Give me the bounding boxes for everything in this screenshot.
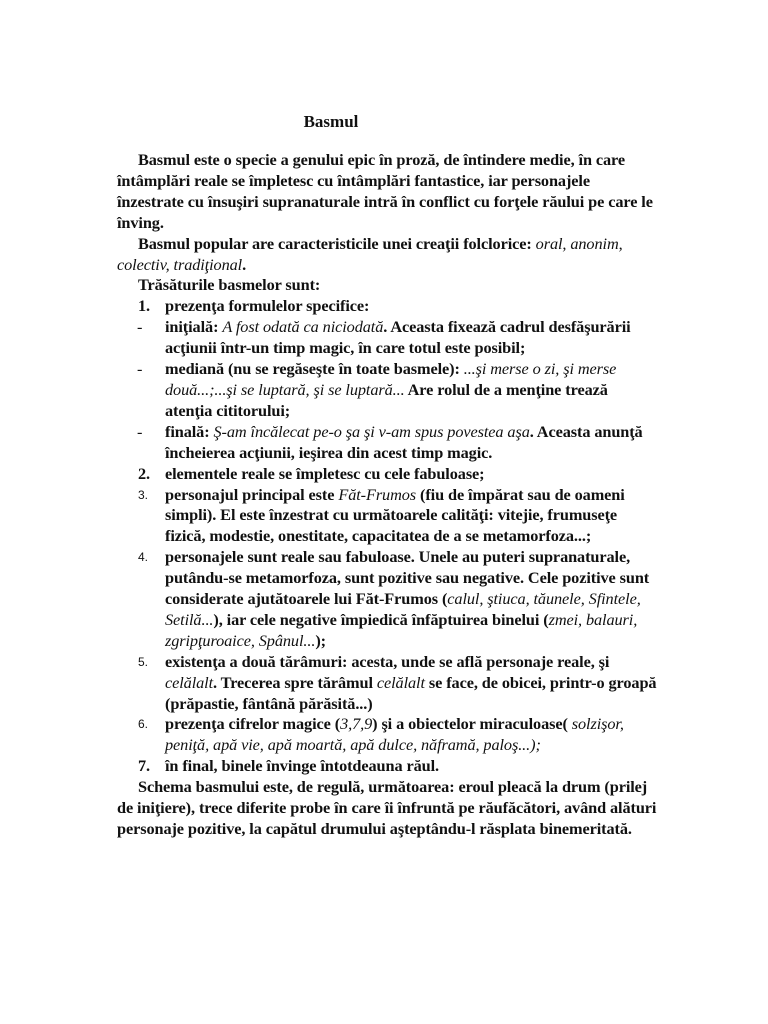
list-item-italic: Făt-Frumos — [338, 484, 417, 504]
list-item-text: ), iar cele negative împiedică înfăptuirea binelui ( — [213, 609, 549, 629]
intro-term: Basmul — [138, 150, 190, 169]
list-item-text: . Trecerea spre tărâmul — [213, 672, 377, 692]
list-item-text: existenţa a două tărâmuri: acesta, unde se află personaje reale, şi — [165, 651, 610, 671]
list-number: 5. — [138, 654, 148, 669]
list-number: 4. — [138, 550, 148, 565]
dash-text: (nu se regăseşte în toate basmele): — [224, 359, 464, 379]
list-item-text: (fiu de împărat sau de oameni simpli). El este înzestrat cu următoarele calităţi: vitejie, frumuseţe fizică, modestie, onestitate, capacitatea de a se metamorfoza...; — [165, 484, 625, 546]
list-item-italic: celălalt — [376, 672, 425, 692]
list-number: 2. — [138, 463, 151, 483]
dash-italic: ...şi merse o zi, şi merse două...;...şi se luptară, şi se luptară... — [165, 359, 617, 399]
list-item-text: personajul principal este — [165, 484, 339, 504]
dash-colon: : — [204, 421, 214, 441]
list-item-italic: calul, ştiuca, tăunele, Sfintele, Setilă... — [165, 589, 641, 629]
list-item-text: în final, binele învinge întotdeauna răul. — [165, 756, 439, 776]
dash-term: iniţială — [165, 317, 214, 337]
dash-item-median — [117, 359, 657, 422]
document-body — [117, 150, 657, 840]
intro-paragraph — [117, 150, 657, 234]
list-number: 6. — [138, 717, 148, 732]
list-item-text: elementele reale se împletesc cu cele fabuloase; — [165, 463, 485, 483]
list-item-7 — [117, 756, 657, 777]
popular-end: . — [242, 254, 247, 274]
list-item-text: se face, de obicei, printr-o groapă (prăpastie, fântână părăsită...) — [165, 672, 657, 713]
dash-item-final — [117, 422, 657, 464]
list-item-5 — [117, 652, 657, 715]
dash-text: . Aceasta anunţă încheierea acţiunii, ieşirea din acest timp magic. — [165, 421, 643, 462]
dash-colon: : — [213, 317, 223, 337]
dash-item-initial — [117, 317, 657, 359]
popular-paragraph — [117, 234, 657, 276]
list-item-1 — [117, 296, 657, 317]
dash-italic: A fost odată ca niciodată — [222, 317, 384, 337]
list-item-italic: zmei, balauri, zgripţuroaice, Spânul... — [165, 609, 638, 650]
dash-term: finală — [165, 421, 205, 441]
popular-italic: oral, anonim, colectiv, tradiţional — [117, 233, 623, 274]
document-title: Basmul — [303, 112, 359, 131]
list-number: 7. — [138, 756, 151, 776]
list-item-italic: celălalt — [165, 672, 214, 692]
dash-italic: Ş-am încălecat pe-o şa şi v-am spus povestea aşa — [213, 421, 530, 441]
list-item-text: personajele sunt reale sau fabuloase. Unele au puteri supranaturale, putându-se metamorfoza, sunt pozitive sau negative. Cele pozitive sunt considerate ajutătoarele lui Făt-Frumos ( — [165, 547, 650, 609]
list-item-3 — [117, 485, 657, 548]
dash-term: mediană — [165, 359, 225, 379]
list-item-2 — [117, 464, 657, 485]
list-item-text: ); — [315, 630, 326, 650]
dash-bullet: - — [137, 421, 143, 441]
list-item-6 — [117, 714, 657, 756]
dash-text: . Aceasta fixează cadrul desfăşurării acţiunii într-un timp magic, în care totul este posibil; — [165, 317, 631, 358]
list-number: 3. — [138, 487, 148, 502]
list-item-text: ) şi a obiectelor miraculoase( — [372, 714, 572, 734]
list-item-4 — [117, 547, 657, 652]
popular-text: Basmul popular are caracteristicile unei creaţii folclorice: — [138, 233, 536, 253]
features-intro: Trăsăturile basmelor sunt: — [138, 275, 321, 295]
list-item-text: prezenţa formulelor specifice: — [165, 296, 370, 316]
dash-end: Are rolul de a menţine trează atenţia cititorului; — [165, 379, 608, 420]
schema-paragraph: Schema basmului este, de regulă, următoarea: eroul pleacă la drum (prilej de iniţiere), trece diferite probe în care îi înfruntă pe răufăcători, având alături personaje pozitive, la capătul drumului aşteptându-l răsplata binemeritată. — [117, 777, 657, 838]
dash-bullet: - — [137, 317, 143, 337]
list-number: 1. — [138, 296, 151, 316]
list-item-text: prezenţa cifrelor magice ( — [165, 714, 341, 734]
list-item-italic: 3,7,9 — [340, 714, 373, 734]
list-item-italic: solzişor, peniţă, apă vie, apă moartă, apă dulce, năframă, paloş...); — [165, 714, 624, 755]
intro-text: este o specie a genului epic în proză, de întindere medie, în care întâmplări reale se împletesc cu întâmplări fantastice, iar personajele înzestrate cu însuşiri supranaturale intră în conflict cu forţele răului pe care le înving. — [117, 150, 653, 232]
dash-bullet: - — [137, 359, 143, 379]
